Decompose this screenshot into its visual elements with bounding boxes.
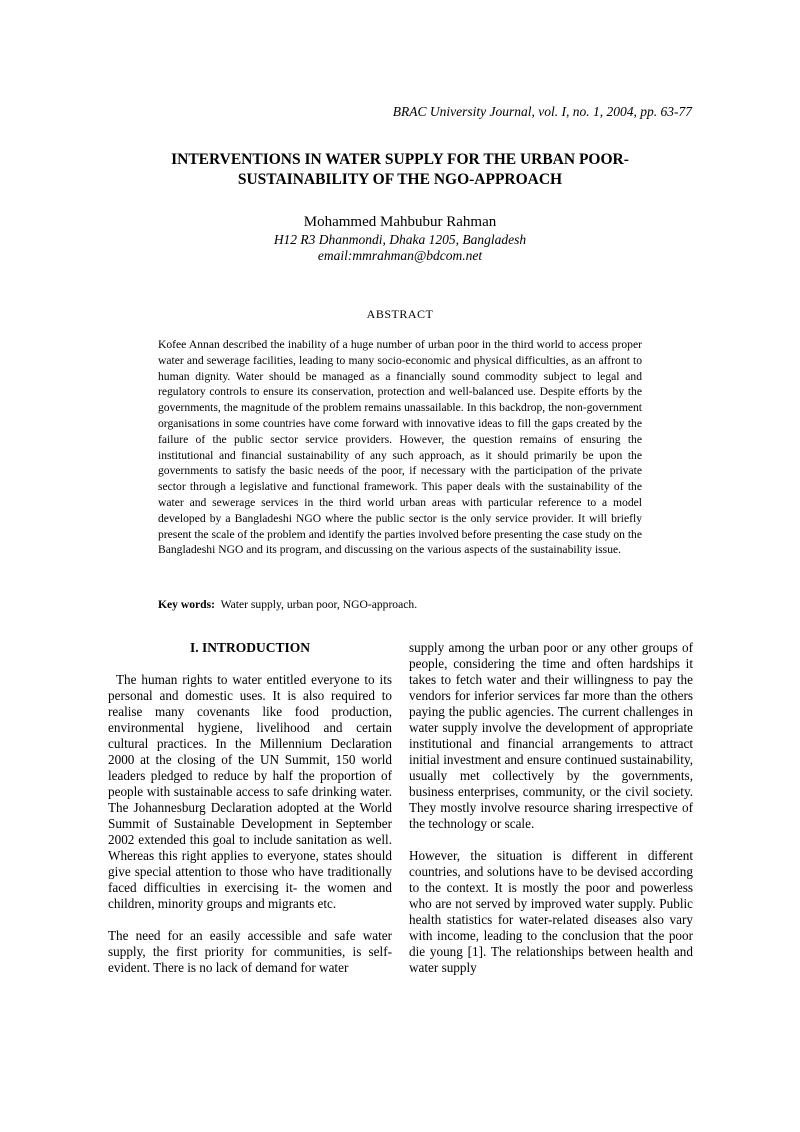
paper-title-line-1: INTERVENTIONS IN WATER SUPPLY FOR THE URBAN POOR- xyxy=(171,151,629,168)
author-affiliation: H12 R3 Dhanmondi, Dhaka 1205, Bangladesh xyxy=(273,232,527,247)
section-heading-introduction: I. INTRODUCTION xyxy=(189,640,311,655)
paper-title-line-2: SUSTAINABILITY OF THE NGO-APPROACH xyxy=(237,171,563,188)
abstract-heading: ABSTRACT xyxy=(366,307,434,321)
journal-citation: BRAC University Journal, vol. I, no. 1, 2004, pp. 63-77 xyxy=(392,104,692,119)
author-block xyxy=(100,213,700,264)
author-email: email:mmrahman@bdcom.net xyxy=(317,248,483,263)
body-paragraph: The human rights to water entitled everyone to its personal and domestic uses. It is also required to realise many covenants like food production, environmental hygiene, livelihood and certain cultural practices. In the Millennium Declaration 2000 at the closing of the UN Summit, 150 world leaders pledged to reduce by half the proportion of people with sustainable access to safe drinking water. The Johannesburg Declaration adopted at the World Summit of Sustainable Development in September 2002 extended this goal to include sanitation as well. Whereas this right applies to everyone, states should give special attention to those who have traditionally faced difficulties in exercising it- the women and children, minority groups and migrants etc. xyxy=(108,672,392,911)
left-column xyxy=(108,640,392,992)
abstract-text: Kofee Annan described the inability of a huge number of urban poor in the third world to access proper water and sewerage facilities, leading to many socio-economic and physical difficulties, as an affront to human dignity. Water should be managed as a financially sound commodity subject to legal and regulatory controls to ensure its conservation, protection and well-balanced use. Despite efforts by the governments, the magnitude of the problem remains unassailable. In this backdrop, the non-government organisations in some countries have come forward with innovative ideas to fill the gaps created by the failure of the public sector service providers. However, the question remains of ensuring the institutional and financial sustainability of any such approach, as it should primarily be upon the governments to satisfy the basic needs of the poor, if necessary with the participation of the private sector through a legislative and functional framework. This paper deals with the sustainability of the water and sewerage services in the third world urban areas with particular reference to a model developed by a Bangladeshi NGO where the public sector is the only service provider. It will briefly present the scale of the problem and identify the parties involved before presenting the case study on the Bangladeshi NGO and its program, and discussing on the various aspects of the sustainability issue. xyxy=(158,338,642,557)
keywords-line xyxy=(158,598,642,611)
keywords-label: Key words: xyxy=(158,598,215,611)
body-paragraph: supply among the urban poor or any other groups of people, considering the time and often hardships it takes to fetch water and their willingness to pay the vendors for inferior services far more than the others paying the public agencies. The current challenges in water supply involve the development of appropriate institutional and financial arrangements to attract initial investment and ensure continued sustainability, usually met collectively by the governments, business enterprises, community, or the civil society. They mostly involve resource sharing irrespective of the technology or scale. xyxy=(409,640,693,831)
right-column xyxy=(409,640,693,992)
author-name: Mohammed Mahbubur Rahman xyxy=(303,214,497,230)
body-paragraph: However, the situation is different in different countries, and solutions have to be devised according to the context. It is mostly the poor and powerless who are not served by improved water supply. Public health statistics for water-related diseases also vary with income, leading to the conclusion that the poor die young [1]. The relationships between health and water supply xyxy=(409,848,693,975)
keywords-value: Water supply, urban poor, NGO-approach. xyxy=(220,598,418,611)
body-paragraph: The need for an easily accessible and safe water supply, the first priority for communities, is self-evident. There is no lack of demand for water xyxy=(108,928,392,975)
paper-title xyxy=(100,150,700,190)
